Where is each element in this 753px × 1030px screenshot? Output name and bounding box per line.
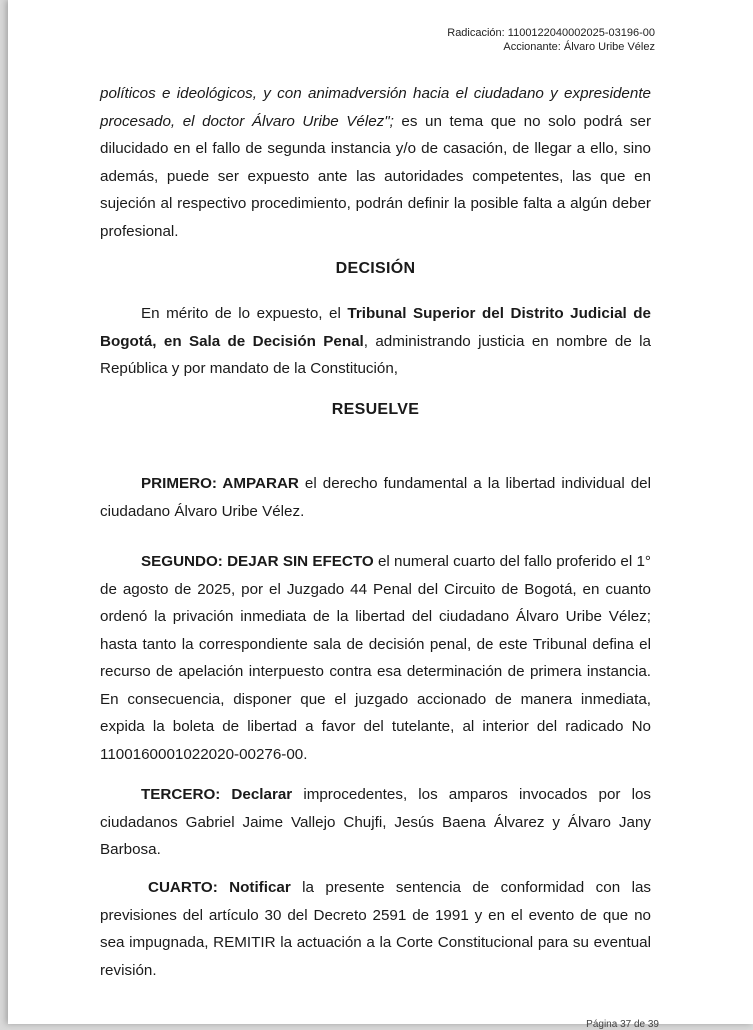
- intro-quote: políticos e ideológicos, y con animadversión hacia el ciudadano y expresidente procesado, el doctor Álvaro Uribe Vélez";: [100, 85, 651, 130]
- segundo-label: SEGUNDO: DEJAR SIN EFECTO: [141, 553, 374, 570]
- tercero-text: improcedentes, los amparos invocados por los ciudadanos Gabriel Jaime Vallejo Chujfi, Jesús Baena Álvarez y Álvaro Jany Barbosa.: [100, 786, 651, 858]
- segundo-paragraph: [100, 548, 651, 768]
- page-number: Página 37 de 39: [586, 1019, 659, 1030]
- intro-paragraph: [100, 80, 651, 245]
- decision-prefix: En mérito de lo expuesto, el: [141, 305, 348, 322]
- accionante-line: Accionante: Álvaro Uribe Vélez: [503, 41, 655, 53]
- decision-suffix: , administrando justicia en nombre de la República y por mandato de la Constitución,: [100, 332, 651, 377]
- resuelve-heading: RESUELVE: [331, 401, 420, 418]
- segundo-text: el numeral cuarto del fallo proferido el 1° de agosto de 2025, por el Juzgado 44 Penal del Circuito de Bogotá, en cuanto ordenó la privación inmediata de la libertad del ciudadano Álvaro Uribe Vélez; hasta tanto la correspondiente sala de decisión penal, de este Tribunal defina el recurso de apelación interpuesto contra esa determinación de primera instancia. En consecuencia, disponer que el juzgado accionado de manera inmediata, expida la boleta de libertad a favor del tutelante, al interior del radicado No 1100160001022020-00276-00.: [100, 553, 651, 763]
- tercero-paragraph: [100, 781, 651, 864]
- radicacion-line: Radicación: 1100122040002025-03196-00: [447, 27, 655, 39]
- primero-paragraph: [100, 470, 651, 525]
- cuarto-text: la presente sentencia de conformidad con las previsiones del artículo 30 del Decreto 2591 de 1991 y en el evento de que no sea impugnada, REMITIR la actuación a la Corte Constitucional para su eventual revisión.: [100, 879, 651, 979]
- primero-text: el derecho fundamental a la libertad individual del ciudadano Álvaro Uribe Vélez.: [100, 475, 651, 520]
- cuarto-label: CUARTO: Notificar: [148, 879, 291, 896]
- page-header: [447, 26, 655, 54]
- document-page: [8, 0, 753, 1030]
- primero-label: PRIMERO: AMPARAR: [141, 475, 299, 492]
- decision-heading: DECISIÓN: [335, 260, 416, 277]
- intro-rest: es un tema que no solo podrá ser dilucidado en el fallo de segunda instancia y/o de casación, de llegar a ello, sino además, puede ser expuesto ante las autoridades competentes, las que en sujeción al respectivo procedimiento, podrán definir la posible falta a algún deber profesional.: [100, 112, 651, 240]
- cuarto-paragraph: [100, 874, 651, 984]
- court-name: Tribunal Superior del Distrito Judicial de Bogotá, en Sala de Decisión Penal: [100, 305, 651, 350]
- tercero-label: TERCERO: Declarar: [141, 786, 293, 803]
- decision-paragraph: [100, 300, 651, 383]
